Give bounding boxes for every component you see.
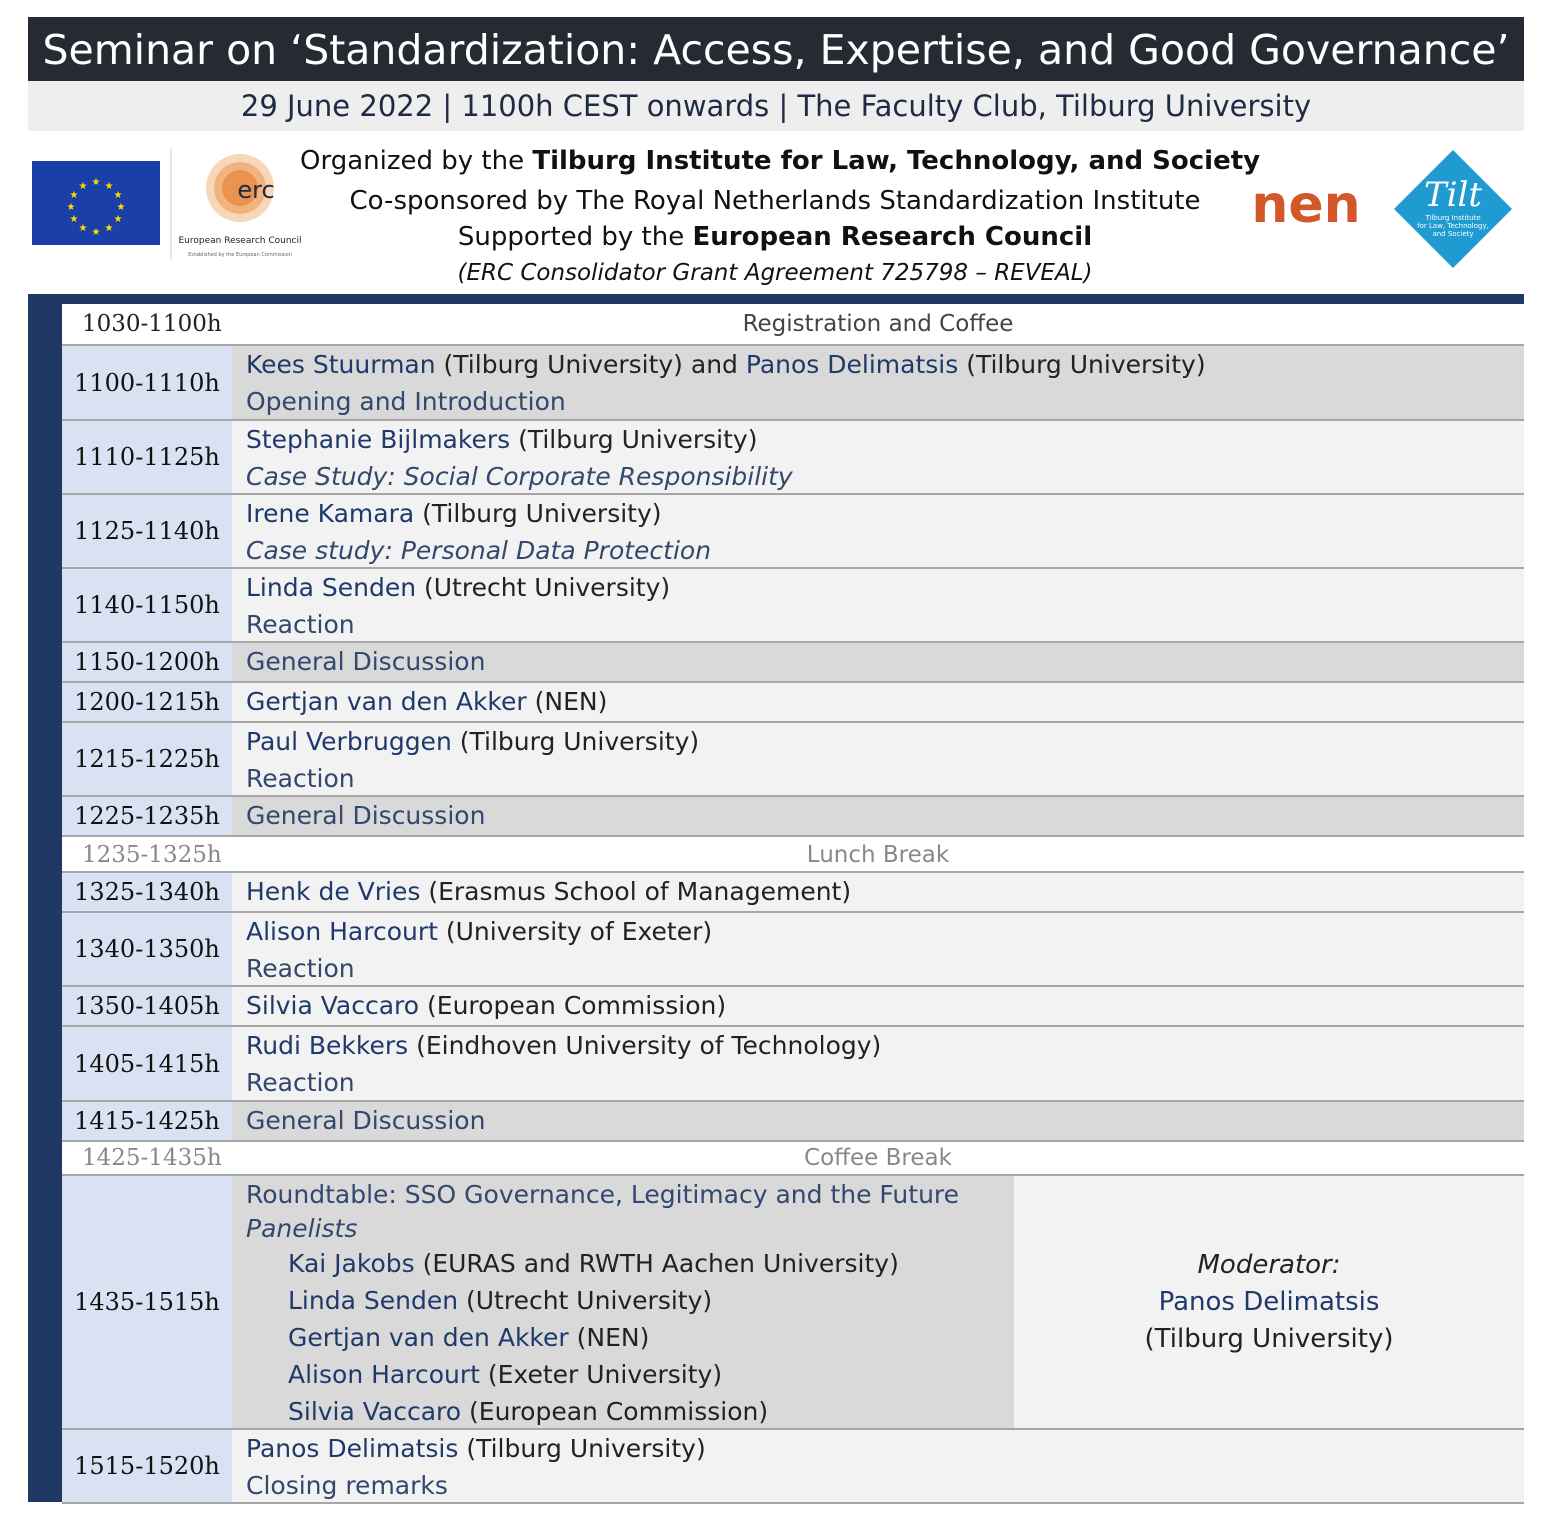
svg-text:★: ★ (104, 223, 114, 234)
row-time: 1200-1215h (62, 683, 232, 721)
row-content: Paul Verbruggen (Tilburg University) Reaction (232, 723, 1524, 795)
speaker-name: Stephanie Bijlmakers (246, 425, 511, 454)
row-time: 1235-1325h (82, 842, 222, 868)
speaker-name: Alison Harcourt (288, 1360, 480, 1389)
speaker-name: Henk de Vries (246, 877, 421, 906)
row-content: Silvia Vaccaro (European Commission) (232, 987, 1524, 1025)
nen-logo-text: nen (1254, 175, 1358, 235)
row-content: Stephanie Bijlmakers (Tilburg University) Case Study: Social Corporate Responsibility (232, 421, 1524, 493)
panelists-label: Panelists (246, 1214, 358, 1243)
row-time: 1140-1150h (62, 569, 232, 641)
session-title: General Discussion (246, 801, 486, 830)
erc-subcaption: Established by the European Commission (188, 252, 292, 258)
moderator-panel (1014, 1176, 1524, 1428)
schedule-row (62, 421, 1524, 495)
row-time: 1125-1140h (62, 495, 232, 567)
speaker-name: Linda Senden (246, 573, 417, 602)
row-label: Lunch Break (806, 842, 950, 868)
svg-text:★: ★ (78, 181, 88, 192)
organizer-name: Tilburg Institute for Law, Technology, and Society (532, 146, 1261, 176)
schedule-row (62, 913, 1524, 987)
session-title: Reaction (246, 610, 355, 639)
row-time: 1100-1110h (62, 346, 232, 419)
row-time: 1435-1515h (62, 1176, 232, 1428)
session-title: Case study: Personal Data Protection (246, 536, 712, 565)
svg-text:★: ★ (113, 190, 123, 201)
speaker-name: Kai Jakobs (288, 1249, 415, 1278)
row-content: Linda Senden (Utrecht University) Reaction (232, 569, 1524, 641)
session-title: Closing remarks (246, 1471, 448, 1500)
organized-by: Organized by the Tilburg Institute for Law, Technology, and Society (300, 146, 1261, 176)
speaker-name: Irene Kamara (246, 499, 415, 528)
schedule-row (62, 1430, 1524, 1504)
roundtable-title: Roundtable: SSO Governance, Legitimacy and the Future (246, 1180, 960, 1209)
supported-by: Supported by the European Research Council (457, 222, 1093, 252)
erc-caption: European Research Council (178, 236, 302, 246)
schedule-row-roundtable (62, 1176, 1524, 1430)
speaker-name: Paul Verbruggen (246, 727, 452, 756)
row-content (232, 643, 1524, 681)
erc-logo (170, 148, 302, 260)
schedule-row (62, 1102, 1524, 1142)
tilt-caption-1: Tilburg Institute (1425, 214, 1481, 222)
row-time: 1110-1125h (62, 421, 232, 493)
tilt-logo-text: Tilt (1423, 175, 1483, 215)
session-title: General Discussion (246, 1106, 486, 1135)
speaker-name: Silvia Vaccaro (288, 1397, 462, 1426)
schedule-frame-top (28, 294, 1524, 304)
schedule-row (62, 643, 1524, 683)
schedule-row (62, 495, 1524, 569)
panelist: Silvia Vaccaro (European Commission) (288, 1397, 769, 1426)
speaker-name: Silvia Vaccaro (246, 991, 420, 1020)
row-content (232, 797, 1524, 835)
eu-flag-logo (32, 161, 160, 245)
panelist: Linda Senden (Utrecht University) (288, 1286, 713, 1315)
svg-text:★: ★ (69, 214, 79, 225)
row-time: 1215-1225h (62, 723, 232, 795)
row-time: 1340-1350h (62, 913, 232, 985)
nen-logo (1254, 172, 1358, 236)
speaker-name: Kees Stuurman (246, 350, 436, 379)
supporter-name: European Research Council (692, 222, 1093, 252)
speaker-name: Alison Harcourt (246, 917, 438, 946)
svg-text:★: ★ (91, 227, 101, 238)
speaker-name: Gertjan van den Akker (246, 687, 527, 716)
svg-text:★: ★ (116, 202, 126, 213)
row-time: 1225-1235h (62, 797, 232, 835)
grant-info: (ERC Consolidator Grant Agreement 725798 – REVEAL) (457, 260, 1093, 286)
row-content: Kees Stuurman (Tilburg University) and Panos Delimatsis (Tilburg University) Opening and Introduction (232, 346, 1524, 419)
panelist: Gertjan van den Akker (NEN) (288, 1323, 650, 1352)
session-title: Reaction (246, 954, 355, 983)
schedule-row-coffee (62, 1142, 1524, 1176)
row-time: 1425-1435h (82, 1145, 222, 1171)
svg-text:★: ★ (104, 181, 114, 192)
schedule-row (62, 569, 1524, 643)
speaker-name: Linda Senden (288, 1286, 459, 1315)
speaker-name: Panos Delimatsis (246, 1434, 459, 1463)
schedule-frame-left (28, 294, 62, 1502)
svg-text:★: ★ (78, 223, 88, 234)
session-title: Reaction (246, 764, 355, 793)
schedule-row (62, 1027, 1524, 1102)
row-content: Alison Harcourt (University of Exeter) Reaction (232, 913, 1524, 985)
session-title: General Discussion (246, 647, 486, 676)
erc-logo-text: erc (237, 176, 275, 204)
schedule-row (62, 723, 1524, 797)
panelist: Kai Jakobs (EURAS and RWTH Aachen University) (288, 1249, 899, 1278)
row-time: 1150-1200h (62, 643, 232, 681)
tilt-caption-2: for Law, Technology, (1417, 222, 1489, 230)
row-content: Panos Delimatsis (Tilburg University) Closing remarks (232, 1430, 1524, 1502)
speaker-name: Rudi Bekkers (246, 1031, 409, 1060)
tilt-caption-3: and Society (1432, 230, 1474, 238)
row-time: 1030-1100h (82, 311, 222, 337)
row-content: Irene Kamara (Tilburg University) Case study: Personal Data Protection (232, 495, 1524, 567)
schedule-row (62, 683, 1524, 723)
roundtable-panel (232, 1176, 1014, 1428)
row-content: Gertjan van den Akker (NEN) (232, 683, 1524, 721)
schedule-row (62, 873, 1524, 913)
panelist: Alison Harcourt (Exeter University) (288, 1360, 723, 1389)
schedule-row (62, 346, 1524, 421)
row-content (232, 1102, 1524, 1140)
row-content: Henk de Vries (Erasmus School of Management) (232, 873, 1524, 911)
moderator-affiliation: (Tilburg University) (1144, 1323, 1394, 1354)
svg-text:★: ★ (69, 190, 79, 201)
svg-text:★: ★ (66, 202, 76, 213)
row-content: Rudi Bekkers (Eindhoven University of Technology) Reaction (232, 1027, 1524, 1100)
row-time: 1325-1340h (62, 873, 232, 911)
moderator-label: Moderator: (1197, 1249, 1341, 1280)
speaker-name: Gertjan van den Akker (288, 1323, 569, 1352)
schedule-row (62, 797, 1524, 837)
session-title: Case Study: Social Corporate Responsibility (246, 462, 793, 491)
row-time: 1350-1405h (62, 987, 232, 1025)
svg-text:★: ★ (91, 177, 101, 188)
speaker-name: Panos Delimatsis (745, 350, 959, 379)
event-details: 29 June 2022 | 1100h CEST onwards | The Faculty Club, Tilburg University (28, 81, 1524, 131)
schedule-row-lunch (62, 837, 1524, 873)
session-title: Opening and Introduction (246, 387, 566, 416)
row-label: Registration and Coffee (742, 311, 1014, 337)
cosponsored-by: Co-sponsored by The Royal Netherlands Standardization Institute (349, 186, 1201, 216)
svg-text:★: ★ (113, 214, 123, 225)
schedule-row (62, 987, 1524, 1027)
row-time: 1415-1425h (62, 1102, 232, 1140)
row-time: 1515-1520h (62, 1430, 232, 1502)
session-title: Reaction (246, 1068, 355, 1097)
row-label: Coffee Break (804, 1145, 952, 1171)
moderator-name: Panos Delimatsis (1158, 1286, 1380, 1317)
schedule-row-registration (62, 306, 1524, 346)
row-time: 1405-1415h (62, 1027, 232, 1100)
page-title: Seminar on ‘Standardization: Access, Expertise, and Good Governance’ (28, 17, 1524, 81)
tilt-logo (1392, 148, 1514, 270)
